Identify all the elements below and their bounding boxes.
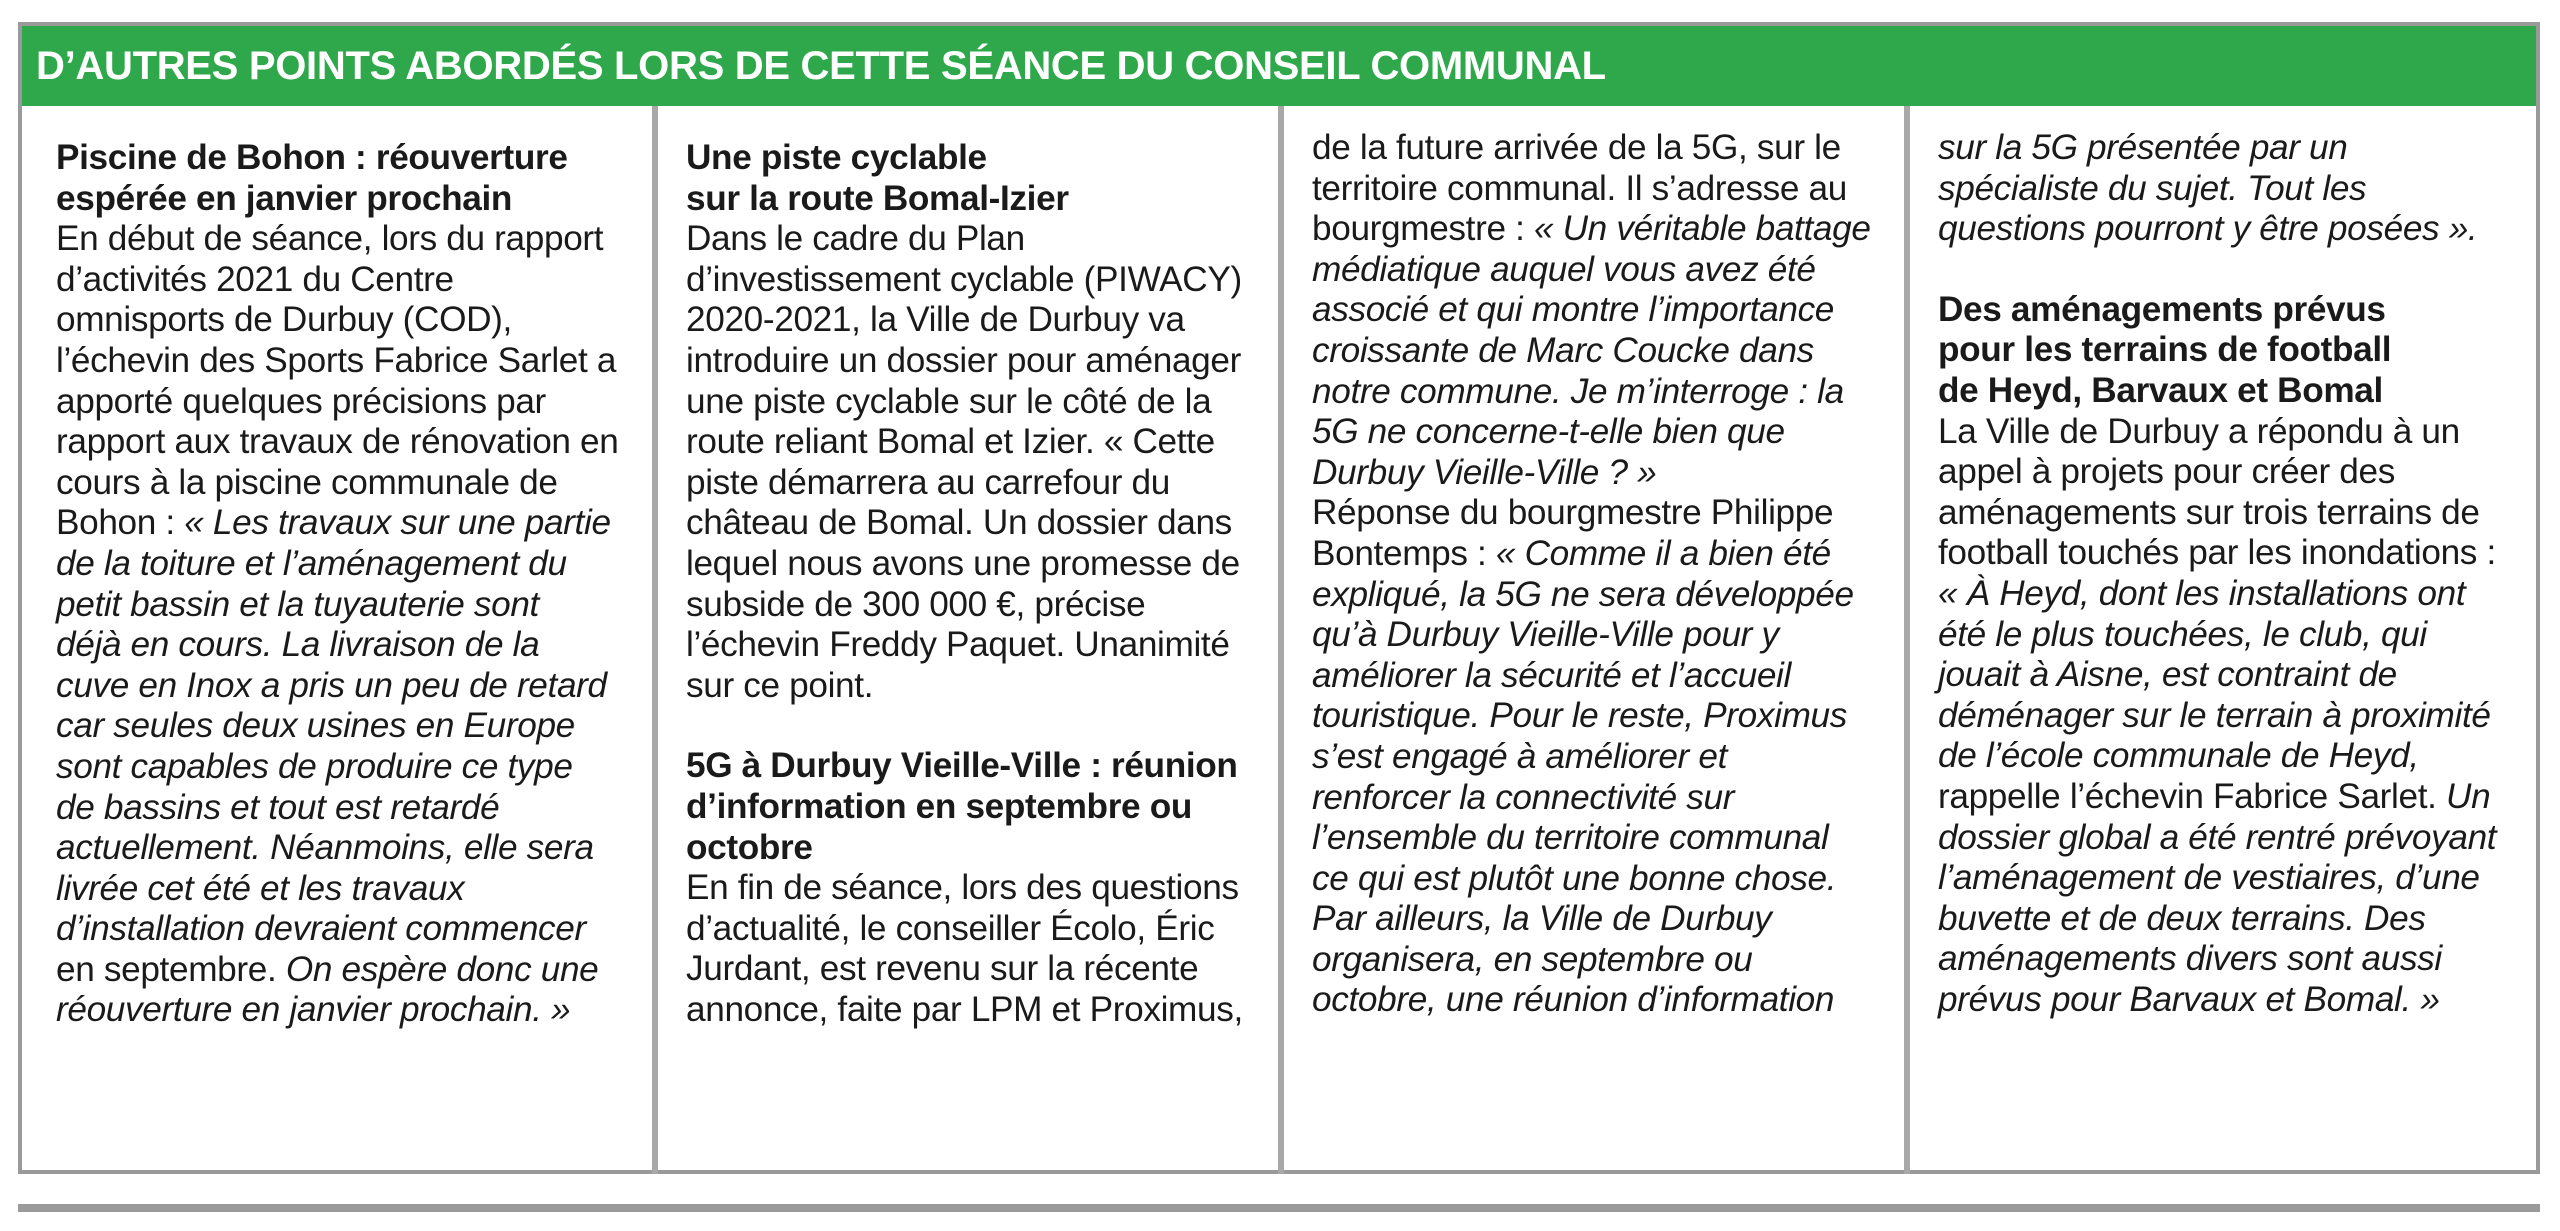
text-line: omnisports de Durbuy (COD),: [56, 300, 512, 340]
text-line: buvette et de deux terrains. Des: [1938, 898, 2426, 938]
text-line: subside de 300 000 €, précise: [686, 584, 1146, 624]
text-line: d’investissement cyclable (PIWACY): [686, 259, 1242, 299]
text-line: qu’à Durbuy Vieille-Ville pour y: [1312, 615, 1779, 655]
col4-lines: [1938, 412, 2526, 574]
column-divider: [1278, 106, 1284, 1174]
text-line: sur la 5G présentée par un: [1938, 128, 2348, 167]
text-line: déménager sur le terrain à proximité: [1938, 695, 2491, 735]
text-line: renforcer la connectivité sur: [1312, 777, 1735, 817]
col3-mixed-line-2: [1312, 534, 1900, 575]
col3-mixed-line: [1312, 209, 1900, 250]
text-line: introduire un dossier pour aménager: [686, 340, 1241, 380]
text-line: dossier global a été rentré prévoyant: [1938, 817, 2497, 857]
text-line: s’est engagé à améliorer et: [1312, 736, 1727, 776]
col2-lines: [686, 219, 1274, 706]
bottom-rule: [18, 1204, 2540, 1212]
text-line: rapport aux travaux de rénovation en: [56, 422, 619, 462]
col4-mixed-italic: Un: [2446, 776, 2491, 816]
text-line: de la toiture et l’aménagement du: [56, 543, 567, 583]
heading-piste-line2: sur la route Bomal-Izier: [686, 178, 1069, 218]
col1-mixed-italic: « Les travaux sur une partie: [184, 503, 611, 543]
text-line: prévus pour Barvaux et Bomal. »: [1938, 979, 2440, 1019]
text-line: l’ensemble du territoire communal: [1312, 818, 1829, 858]
col1-italic-lines: [56, 544, 644, 950]
text-line: aménagements sur trois terrains de: [1938, 492, 2480, 532]
heading-football-line1: Des aménagements prévus: [1938, 289, 2386, 329]
text-line: d’activités 2021 du Centre: [56, 259, 454, 299]
text-line: En début de séance, lors du rapport: [56, 219, 604, 259]
text-line: La Ville de Durbuy a répondu à un: [1938, 411, 2460, 451]
text-line: cours à la piscine communale de: [56, 462, 558, 502]
text-line: château de Bomal. Un dossier dans: [686, 503, 1232, 543]
text-line: 5G ne concerne-t-elle bien que: [1312, 412, 1785, 452]
text-line: piste démarrera au carrefour du: [686, 462, 1170, 502]
heading-5g-line1: 5G à Durbuy Vieille-Ville : réunion: [686, 746, 1238, 786]
col1-last-plain: en septembre.: [56, 949, 286, 989]
paragraph-gap: [1938, 250, 2526, 290]
text-line: livrée cet été et les travaux: [56, 868, 465, 908]
text-line: Jurdant, est revenu sur la récente: [686, 949, 1199, 989]
text-line: médiatique auquel vous avez été: [1312, 249, 1816, 289]
column-3: [1312, 128, 1900, 1168]
article-box: [18, 22, 2540, 1174]
text-line: Réponse du bourgmestre Philippe: [1312, 493, 1834, 533]
column-4: [1938, 128, 2526, 1168]
heading-football-line3: de Heyd, Barvaux et Bomal: [1938, 370, 2383, 410]
text-line: d’installation devraient commencer: [56, 909, 586, 949]
text-line: l’échevin des Sports Fabrice Sarlet a: [56, 340, 617, 380]
text-line: football touchés par les inondations :: [1938, 533, 2496, 573]
col1-final-italic: réouverture en janvier prochain. »: [56, 990, 571, 1030]
text-line: « À Heyd, dont les installations ont: [1938, 573, 2466, 613]
text-line: aménagements divers sont aussi: [1938, 939, 2442, 979]
text-line: cuve en Inox a pris un peu de retard: [56, 665, 607, 705]
text-line: de bassins et tout est retardé: [56, 787, 500, 827]
text-line: améliorer la sécurité et l’accueil: [1312, 655, 1791, 695]
text-line: lequel nous avons une promesse de: [686, 543, 1240, 583]
col1-mixed-plain: Bohon :: [56, 503, 185, 543]
section-header: [22, 26, 2536, 106]
heading-piscine-line2: espérée en janvier prochain: [56, 178, 513, 218]
heading-football-line2: pour les terrains de football: [1938, 330, 2392, 370]
col4-mixed-plain: rappelle l’échevin Fabrice Sarlet.: [1938, 776, 2447, 816]
text-line: l’échevin Freddy Paquet. Unanimité: [686, 625, 1230, 665]
text-line: ce qui est plutôt une bonne chose.: [1312, 858, 1837, 898]
text-line: actuellement. Néanmoins, elle sera: [56, 828, 594, 868]
heading-5g-line3: octobre: [686, 827, 813, 867]
col3-mixed2-italic: « Comme il a bien été: [1495, 533, 1831, 573]
column-divider: [1904, 106, 1910, 1174]
text-line: route reliant Bomal et Izier. « Cette: [686, 422, 1215, 462]
text-line: Durbuy Vieille-Ville ? »: [1312, 452, 1657, 492]
text-line: organisera, en septembre ou: [1312, 939, 1753, 979]
text-line: expliqué, la 5G ne sera développée: [1312, 574, 1854, 614]
text-line: spécialiste du sujet. Tout les: [1938, 168, 2367, 208]
col3-italic-lines: [1312, 250, 1900, 494]
text-line: sont capables de produire ce type: [56, 746, 573, 786]
column-2: [686, 138, 1274, 1178]
text-line: annonce, faite par LPM et Proximus,: [686, 989, 1243, 1029]
text-line: Par ailleurs, la Ville de Durbuy: [1312, 899, 1772, 939]
text-line: de la future arrivée de la 5G, sur le: [1312, 128, 1841, 167]
text-line: jouait à Aisne, est contraint de: [1938, 655, 2397, 695]
heading-5g-line2: d’information en septembre ou: [686, 786, 1192, 826]
text-line: sur ce point.: [686, 665, 874, 705]
col1-lines: [56, 219, 644, 503]
col3-mixed-italic: « Un véritable battage: [1533, 209, 1871, 249]
text-line: Dans le cadre du Plan: [686, 219, 1025, 259]
col2-lines-2: [686, 868, 1274, 1030]
paragraph-gap: [686, 706, 1274, 746]
col3-lines: [1312, 128, 1900, 209]
text-line: questions pourront y être posées ».: [1938, 209, 2478, 249]
col1-mixed-line: [56, 503, 644, 544]
text-line: notre commune. Je m’interroge : la: [1312, 371, 1844, 411]
column-divider: [652, 106, 658, 1174]
text-line: associé et qui montre l’importance: [1312, 290, 1835, 330]
text-line: territoire communal. Il s’adresse au: [1312, 168, 1847, 208]
col1-last-mixed-line: [56, 950, 644, 991]
text-line: car seules deux usines en Europe: [56, 706, 575, 746]
section-title: D’AUTRES POINTS ABORDÉS LORS DE CETTE SÉANCE DU CONSEIL COMMUNAL: [36, 44, 1606, 88]
heading-piscine-line1: Piscine de Bohon : réouverture: [56, 138, 568, 177]
text-line: apporté quelques précisions par: [56, 381, 546, 421]
text-line: une piste cyclable sur le côté de la: [686, 381, 1212, 421]
text-line: 2020-2021, la Ville de Durbuy va: [686, 300, 1185, 340]
text-line: croissante de Marc Coucke dans: [1312, 330, 1814, 370]
text-line: petit bassin et la tuyauterie sont: [56, 584, 539, 624]
col4-italic-lines-2: [1938, 574, 2526, 777]
text-line: En fin de séance, lors des questions: [686, 868, 1239, 908]
col3-mixed2-plain: Bontemps :: [1312, 533, 1496, 573]
text-line: octobre, une réunion d’information: [1312, 980, 1835, 1020]
text-line: appel à projets pour créer des: [1938, 452, 2395, 492]
text-line: déjà en cours. La livraison de la: [56, 625, 540, 665]
col3-italic-lines-2: [1312, 575, 1900, 1022]
text-line: été le plus touchées, le club, qui: [1938, 614, 2427, 654]
text-line: l’aménagement de vestiaires, d’une: [1938, 858, 2480, 898]
col1-final-line: [56, 990, 644, 1031]
col4-italic-lines-3: [1938, 818, 2526, 1021]
text-line: de l’école communale de Heyd,: [1938, 736, 2419, 776]
col3-mixed-plain: bourgmestre :: [1312, 209, 1534, 249]
text-line: touristique. Pour le reste, Proximus: [1312, 696, 1847, 736]
col1-last-italic: On espère donc une: [285, 949, 599, 989]
heading-piste-line1: Une piste cyclable: [686, 138, 987, 177]
column-1: [56, 138, 644, 1178]
col4-italic-lines: [1938, 128, 2526, 250]
col4-mixed-line: [1938, 777, 2526, 818]
col3-lines-2: [1312, 493, 1900, 534]
text-line: d’actualité, le conseiller Écolo, Éric: [686, 908, 1215, 948]
